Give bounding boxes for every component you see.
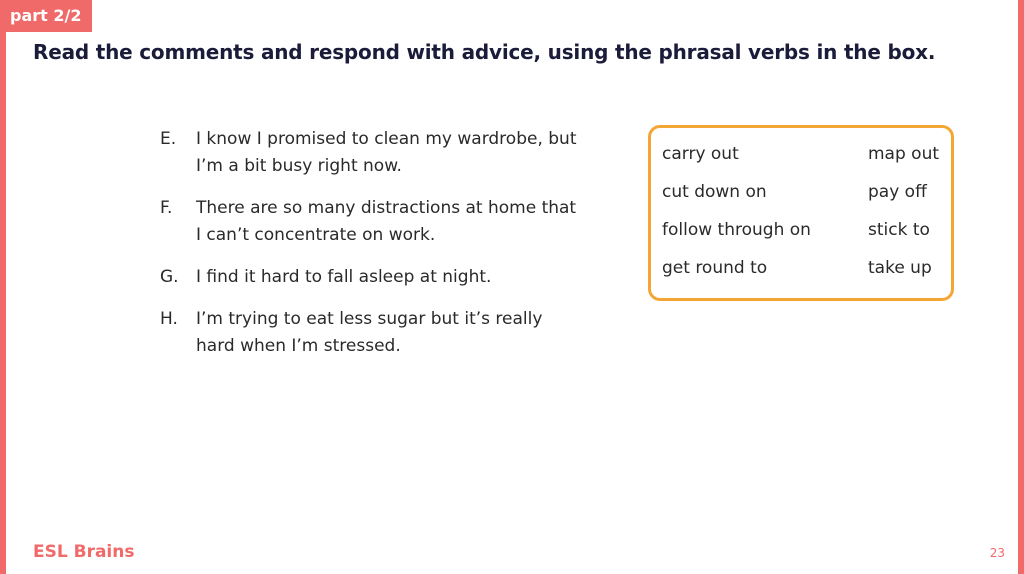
comment-letter: F. bbox=[160, 198, 173, 218]
left-border bbox=[0, 0, 6, 574]
instruction-heading: Read the comments and respond with advice, using the phrasal verbs in the box. bbox=[33, 40, 936, 64]
list-item bbox=[160, 306, 600, 360]
comments-list bbox=[160, 126, 600, 375]
list-item bbox=[160, 126, 600, 180]
phrasal-verbs-list bbox=[662, 140, 952, 282]
phrasal-verb: take up bbox=[868, 258, 932, 278]
comment-letter: E. bbox=[160, 129, 177, 149]
phrasal-verb: map out bbox=[868, 144, 940, 164]
phrasal-verb: get round to bbox=[662, 258, 768, 278]
part-label: part 2/2 bbox=[0, 0, 92, 32]
page-number: 23 bbox=[989, 546, 1005, 560]
comment-letter: H. bbox=[160, 309, 178, 329]
list-item bbox=[160, 264, 600, 291]
comment-letter: G. bbox=[160, 267, 179, 287]
list-item bbox=[160, 195, 600, 249]
right-border bbox=[1018, 0, 1024, 574]
comment-text: I find it hard to fall asleep at night. bbox=[196, 267, 492, 287]
phrasal-verb: carry out bbox=[662, 144, 739, 164]
comment-text: I know I promised to clean my wardrobe, but I’m a bit busy right now. bbox=[196, 129, 577, 176]
phrasal-verb: pay off bbox=[868, 182, 927, 202]
comment-text: There are so many distractions at home that I can’t concentrate on work. bbox=[196, 198, 577, 245]
comment-text: I’m trying to eat less sugar but it’s really hard when I’m stressed. bbox=[196, 309, 543, 356]
brand-logo: ESL Brains bbox=[33, 542, 135, 562]
phrasal-verb: stick to bbox=[868, 220, 930, 240]
phrasal-verb: follow through on bbox=[662, 220, 811, 240]
phrasal-verb: cut down on bbox=[662, 182, 767, 202]
